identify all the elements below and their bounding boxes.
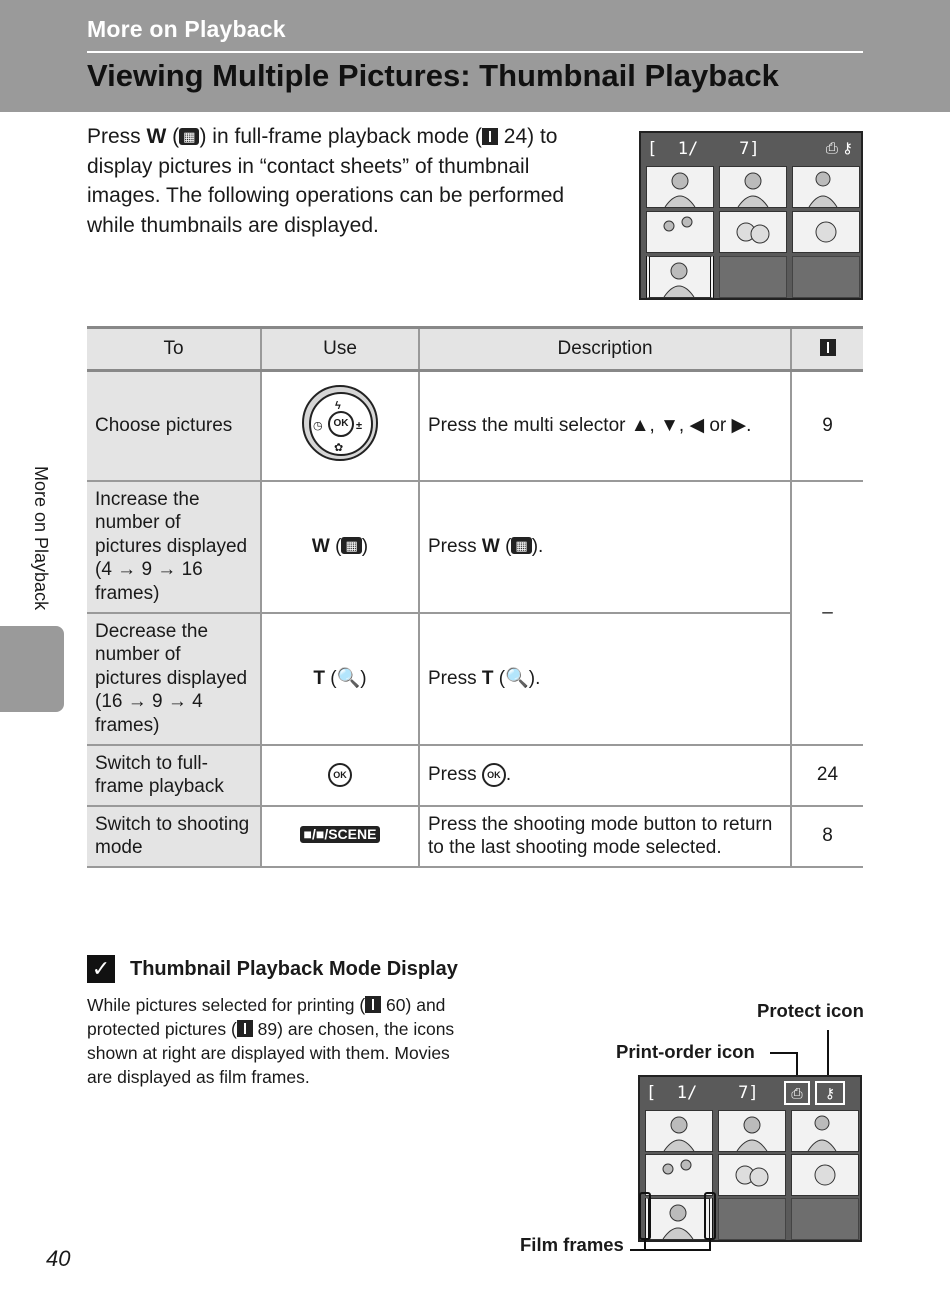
row-action: Switch to shooting mode: [87, 806, 261, 867]
row-description: Press OK .: [419, 745, 791, 806]
table-header-row: [87, 328, 863, 371]
row-page: 24: [791, 745, 863, 806]
thumbnail: [791, 1154, 859, 1196]
callout-line: [630, 1249, 711, 1251]
row-description: Press the shooting mode button to return to the last shooting mode selected.: [419, 806, 791, 867]
table-row: [87, 806, 863, 867]
thumbnail: [645, 1154, 713, 1196]
empty-thumbnail-slot: [718, 1198, 786, 1240]
page-ref-icon: [365, 996, 381, 1013]
thumbnail-icon: ▦: [179, 128, 199, 145]
empty-thumbnail-slot: [719, 256, 787, 298]
note-icon: ✓: [87, 955, 115, 983]
section-title: More on Playback: [87, 16, 286, 42]
row-control: [261, 371, 419, 481]
row-control: [261, 745, 419, 806]
thumbnail-screen-preview: [639, 131, 863, 300]
zoom-out-key: W: [146, 125, 167, 148]
film-frame-marker-left: [639, 1192, 651, 1240]
magnifier-icon: 🔍: [505, 667, 529, 689]
column-header-use: Use: [261, 328, 419, 371]
table-row: [87, 371, 863, 481]
zoom-out-key: W: [481, 535, 500, 557]
empty-thumbnail-slot: [792, 256, 860, 298]
ok-button-icon: OK: [482, 763, 506, 787]
row-description: Press W ( ▦ ).: [419, 481, 791, 613]
thumbnail-icon: ▦: [341, 537, 361, 554]
print-order-icon-callout: Print-order icon: [616, 1041, 755, 1062]
row-action: Choose pictures: [87, 371, 261, 481]
chapter-tab: [0, 626, 64, 712]
movie-thumbnail: [646, 256, 714, 298]
multi-selector-icon: OK ϟ ✿ ◷ ±: [302, 385, 378, 461]
print-protect-icons: ⎙ ⚷: [825, 140, 853, 157]
thumbnail: [792, 166, 860, 208]
thumbnail: [718, 1154, 786, 1196]
ok-button-icon: OK: [328, 763, 352, 787]
header-divider: [87, 51, 863, 53]
row-page: 8: [791, 806, 863, 867]
page-ref-icon: [482, 128, 498, 145]
thumbnail: [646, 211, 714, 253]
protect-icon-callout: Protect icon: [757, 1000, 864, 1021]
thumbnail: [719, 211, 787, 253]
row-control: [261, 806, 419, 867]
row-description: Press the multi selector ▲, ▼, ◀ or ▶.: [419, 371, 791, 481]
row-action: Switch to full-frame playback: [87, 745, 261, 806]
page-title: Viewing Multiple Pictures: Thumbnail Playback: [87, 58, 779, 93]
callout-line: [770, 1052, 798, 1054]
shooting-mode-icons: ■/■/SCENE: [300, 826, 381, 843]
zoom-out-key: W: [311, 535, 330, 557]
movie-thumbnail: [645, 1198, 713, 1240]
film-frame-marker-right: [704, 1192, 716, 1240]
operations-table: [87, 326, 863, 868]
film-frames-callout: Film frames: [520, 1234, 624, 1255]
note-paragraph: While pictures selected for printing ( 60) and protected pictures ( 89) are chosen, the icons shown at right are displayed with them. Movies are displayed as film frames.: [87, 995, 455, 1087]
magnifier-icon: 🔍: [336, 667, 361, 689]
frame-counter: [ 1/ 7]: [646, 1083, 759, 1103]
column-header-description: Description: [419, 328, 791, 371]
empty-thumbnail-slot: [791, 1198, 859, 1240]
table-row: [87, 613, 863, 745]
thumbnail: [791, 1110, 859, 1152]
thumbnail: [718, 1110, 786, 1152]
zoom-in-key: T: [481, 667, 494, 689]
intro-paragraph: Press W ( ▦ ) in full-frame playback mode ( 24) to display pictures in “contact sheets” of thumbnail images. The following operations can be performed while thumbnails are displayed.: [87, 125, 565, 237]
table-row: [87, 745, 863, 806]
row-action: Increase the number of pictures displayed (4 → 9 → 16 frames): [87, 481, 261, 613]
row-control: T (🔍): [261, 613, 419, 745]
row-page: –: [791, 481, 863, 745]
column-header-to: To: [87, 328, 261, 371]
row-control: W ( ▦ ): [261, 481, 419, 613]
side-chapter-label: More on Playback: [31, 466, 51, 611]
zoom-in-key: T: [313, 667, 325, 689]
print-order-icon: ⎙: [784, 1081, 810, 1105]
thumbnail: [645, 1110, 713, 1152]
page-ref-icon: [820, 339, 836, 356]
page-number: 40: [46, 1246, 71, 1271]
protect-icon: ⚷: [815, 1081, 845, 1105]
page-ref-icon: [237, 1020, 253, 1037]
thumbnail: [719, 166, 787, 208]
thumbnail-screen-annotated: [638, 1075, 862, 1242]
row-action: Decrease the number of pictures displayed (16 → 9 → 4 frames): [87, 613, 261, 745]
row-page: 9: [791, 371, 863, 481]
note-title: Thumbnail Playback Mode Display: [130, 958, 458, 980]
row-description: Press T (🔍).: [419, 613, 791, 745]
frame-counter: [ 1/ 7]: [647, 139, 760, 159]
thumbnail-icon: ▦: [511, 537, 531, 554]
table-row: [87, 481, 863, 613]
column-header-page: [791, 328, 863, 371]
thumbnail: [792, 211, 860, 253]
thumbnail: [646, 166, 714, 208]
